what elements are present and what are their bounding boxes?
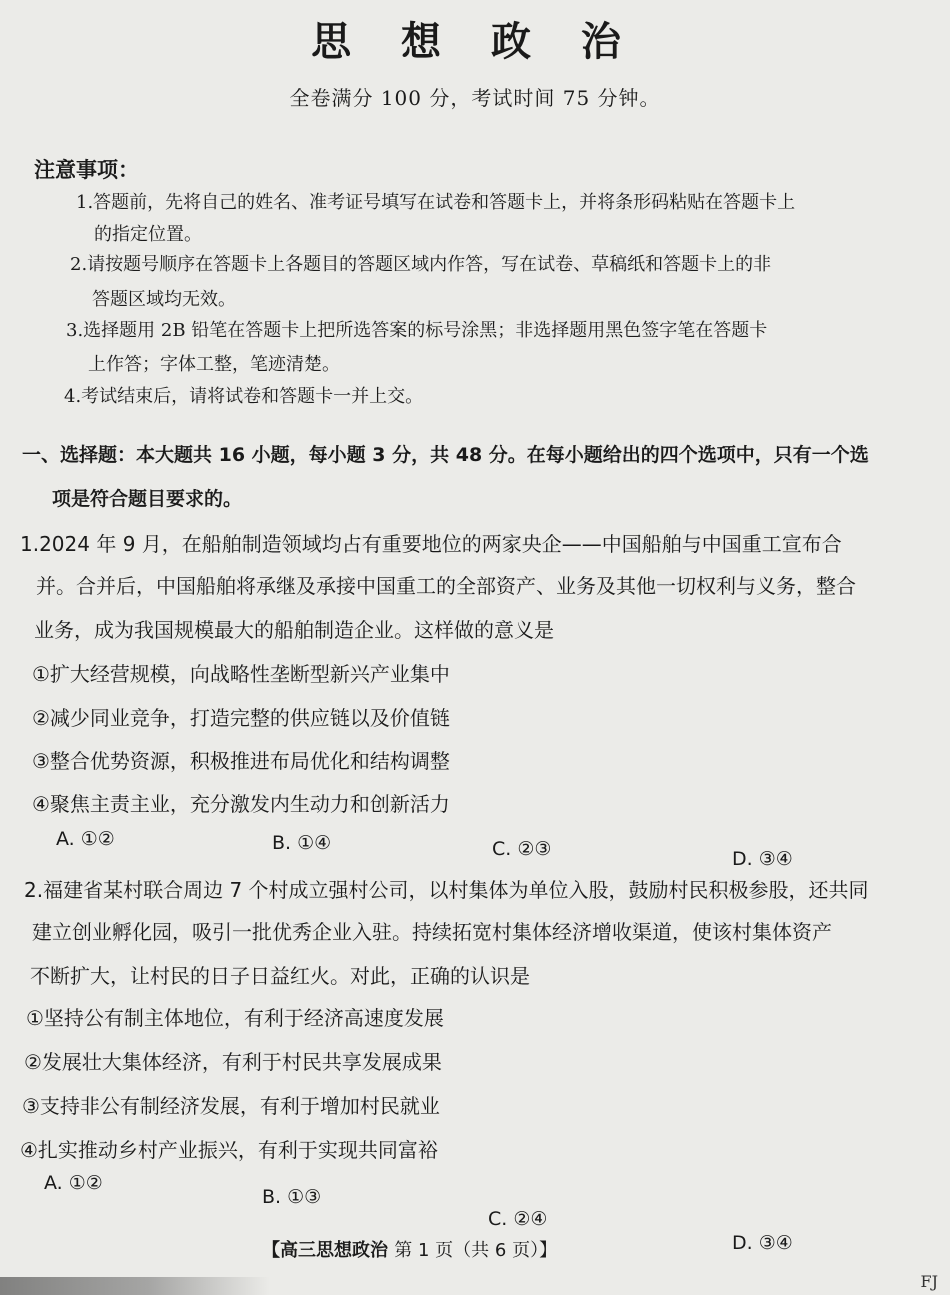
question-1-statement: ④聚焦主责主业，充分激发内生动力和创新活力 (32, 792, 450, 816)
question-1-text: 并。合并后，中国船舶将承继及承接中国重工的全部资产、业务及其他一切权利与义务，整合 (36, 574, 856, 598)
question-1-option-b: B. ①④ (272, 832, 332, 854)
question-1-statement: ③整合优势资源，积极推进布局优化和结构调整 (32, 749, 450, 773)
question-2-option-a: A. ①② (44, 1172, 103, 1194)
question-2-text: 建立创业孵化园，吸引一批优秀企业入驻。持续拓宽村集体经济增收渠道，使该村集体资产 (32, 920, 832, 944)
question-2-statement: ②发展壮大集体经济，有利于村民共享发展成果 (24, 1050, 442, 1074)
page-number: 第 1 页（共 6 页）】 (394, 1240, 558, 1261)
notice-line: 1.答题前，先将自己的姓名、准考证号填写在试卷和答题卡上，并将条形码粘贴在答题卡上 (76, 192, 796, 213)
question-2-text: 2.福建省某村联合周边 7 个村成立强村公司，以村集体为单位入股，鼓励村民积极参股，还共同 (24, 878, 869, 902)
question-2-option-c: C. ②④ (488, 1208, 548, 1230)
notice-line: 3.选择题用 2B 铅笔在答题卡上把所选答案的标号涂黑；非选择题用黑色签字笔在答题卡 (66, 320, 768, 341)
notice-line: 的指定位置。 (94, 224, 202, 245)
notice-line: 4.考试结束后，请将试卷和答题卡一并上交。 (64, 386, 424, 407)
footer-label: 【高三思想政治 (262, 1240, 388, 1261)
question-1-text: 业务，成为我国规模最大的船舶制造企业。这样做的意义是 (34, 618, 554, 642)
question-2-text: 不断扩大，让村民的日子日益红火。对此，正确的认识是 (30, 964, 530, 988)
question-1-option-a: A. ①② (56, 828, 115, 850)
question-1-option-c: C. ②③ (492, 838, 552, 860)
question-1-statement: ②减少同业竞争，打造完整的供应链以及价值链 (32, 706, 450, 730)
corner-code: FJ (920, 1272, 938, 1291)
notice-line: 2.请按题号顺序在答题卡上各题目的答题区域内作答，写在试卷、草稿纸和答题卡上的非 (70, 254, 772, 275)
question-2-statement: ④扎实推动乡村产业振兴，有利于实现共同富裕 (20, 1138, 438, 1162)
question-1-option-d: D. ③④ (732, 848, 793, 870)
question-1-statement: ①扩大经营规模，向战略性垄断型新兴产业集中 (32, 662, 450, 686)
scan-shadow (0, 1277, 270, 1295)
question-2-statement: ③支持非公有制经济发展，有利于增加村民就业 (22, 1094, 440, 1118)
notice-line: 上作答；字体工整，笔迹清楚。 (88, 354, 340, 375)
question-2-option-b: B. ①③ (262, 1186, 322, 1208)
question-2-option-d: D. ③④ (732, 1232, 793, 1254)
notice-heading: 注意事项： (34, 157, 139, 182)
question-2-statement: ①坚持公有制主体地位，有利于经济高速度发展 (26, 1006, 444, 1030)
exam-subtitle: 全卷满分 100 分，考试时间 75 分钟。 (289, 86, 661, 110)
section-heading-cont: 项是符合题目要求的。 (52, 488, 243, 510)
section-heading: 一、选择题：本大题共 16 小题，每小题 3 分，共 48 分。在每小题给出的四个选项中，只有一个选 (22, 444, 869, 466)
exam-title: 思 想 政 治 (311, 18, 639, 65)
notice-line: 答题区域均无效。 (92, 289, 236, 310)
question-1-text: 1.2024 年 9 月，在船舶制造领域均占有重要地位的两家央企——中国船舶与中国重工宣布合 (20, 532, 842, 556)
page-footer (262, 1236, 557, 1262)
